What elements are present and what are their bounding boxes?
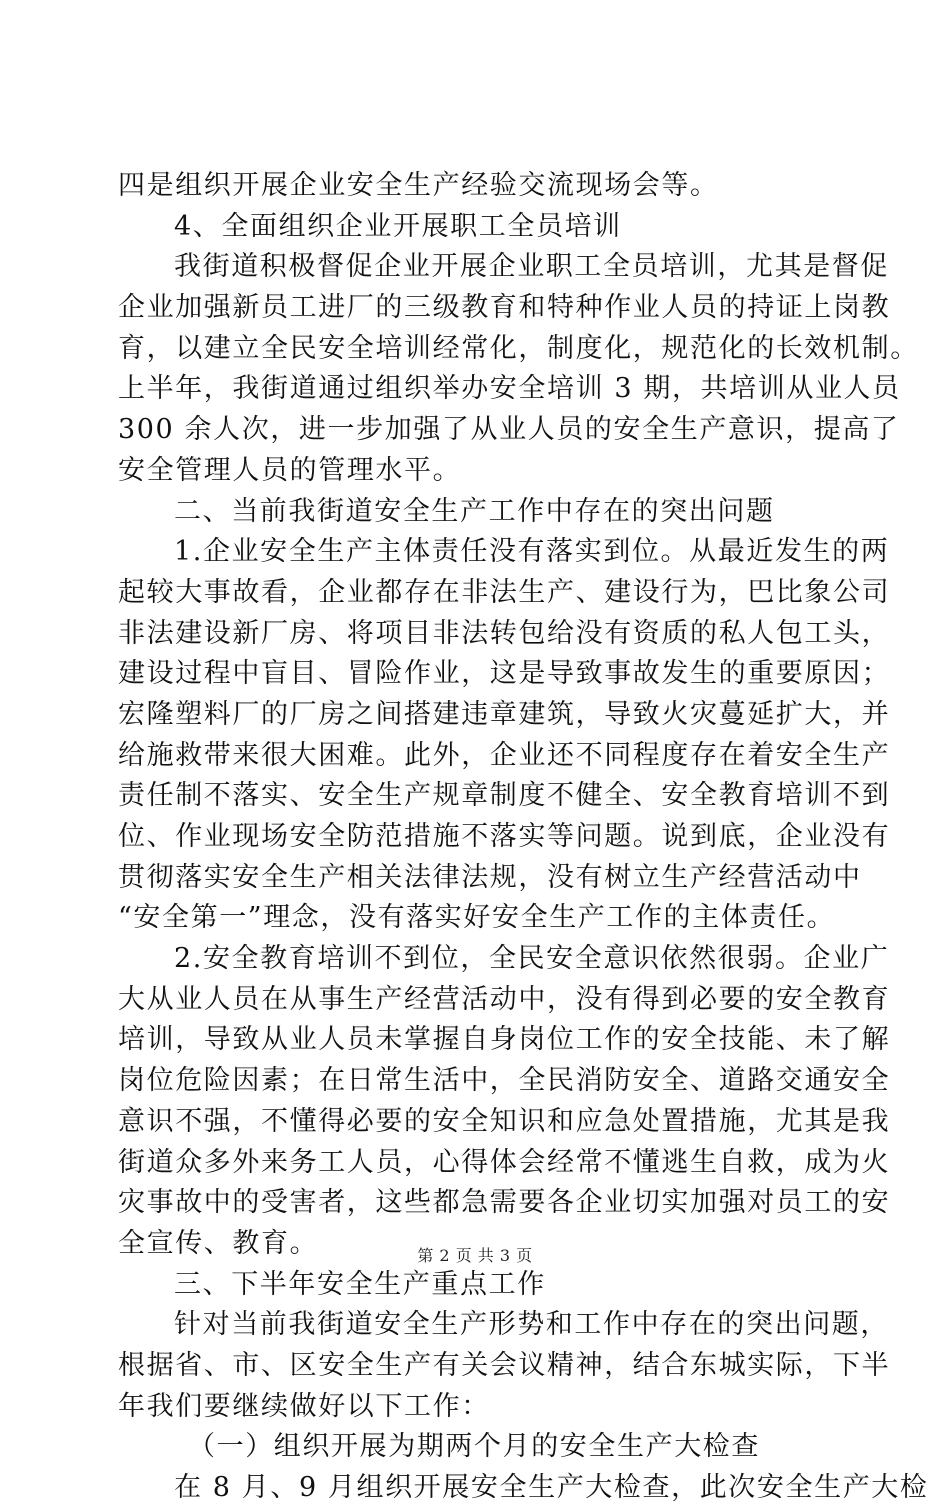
text-line: 岗位危险因素；在日常生活中，全民消防安全、道路交通安全 bbox=[118, 1065, 891, 1097]
section-heading: 4、全面组织企业开展职工全员培训 bbox=[174, 210, 622, 242]
text-line: 根据省、市、区安全生产有关会议精神，结合东城实际，下半 bbox=[118, 1349, 891, 1381]
text-line: 意识不强，不懂得必要的安全知识和应急处置措施，尤其是我 bbox=[118, 1105, 891, 1137]
text-line: 责任制不落实、安全生产规章制度不健全、安全教育培训不到 bbox=[118, 780, 891, 812]
text-line: 位、作业现场安全防范措施不落实等问题。说到底，企业没有 bbox=[118, 821, 891, 852]
page-footer: 第 2 页 共 3 页 bbox=[417, 1246, 533, 1265]
text-line: “安全第一”理念，没有落实好安全生产工作的主体责任。 bbox=[118, 902, 836, 934]
text-line: 给施救带来很大困难。此外，企业还不同程度存在着安全生产 bbox=[118, 739, 891, 771]
subsection-heading: （一）组织开展为期两个月的安全生产大检查 bbox=[188, 1431, 760, 1463]
section-heading: 三、下半年安全生产重点工作 bbox=[174, 1268, 546, 1300]
paragraph-first-line: 在 8 月、9 月组织开展安全生产大检查，此次安全生产大检 bbox=[174, 1472, 929, 1503]
paragraph-first-line: 我街道积极督促企业开展企业职工全员培训，尤其是督促 bbox=[174, 251, 889, 283]
paragraph-first-line: 2.安全教育培训不到位，全民安全意识依然很弱。企业广 bbox=[174, 943, 890, 975]
document-body bbox=[118, 166, 929, 1509]
text-line: 贯彻落实安全生产相关法律法规，没有树立生产经营活动中 bbox=[118, 861, 862, 893]
paragraph-first-line: 1.企业安全生产主体责任没有落实到位。从最近发生的两 bbox=[174, 536, 890, 568]
text-line: 培训，导致从业人员未掌握自身岗位工作的安全技能、未了解 bbox=[118, 1024, 891, 1056]
section-heading: 二、当前我街道安全生产工作中存在的突出问题 bbox=[174, 495, 775, 527]
text-line: 非法建设新厂房、将项目非法转包给没有资质的私人包工头， bbox=[118, 617, 891, 649]
text-line: 街道众多外来务工人员，心得体会经常不懂逃生自救，成为火 bbox=[118, 1146, 891, 1178]
text-line: 四是组织开展企业安全生产经验交流现场会等。 bbox=[118, 170, 719, 201]
text-line: 上半年，我街道通过组织举办安全培训 3 期，共培训从业人员 bbox=[118, 373, 901, 405]
text-line: 年我们要继续做好以下工作： bbox=[118, 1390, 490, 1422]
text-line: 大从业人员在从事生产经营活动中，没有得到必要的安全教育 bbox=[118, 983, 891, 1015]
text-line: 300 余人次，进一步加强了从业人员的安全生产意识，提高了 bbox=[118, 414, 900, 446]
text-line: 建设过程中盲目、冒险作业，这是导致事故发生的重要原因； bbox=[118, 658, 891, 690]
text-line: 企业加强新员工进厂的三级教育和特种作业人员的持证上岗教 bbox=[118, 292, 891, 324]
text-line: 全宣传、教育。 bbox=[118, 1227, 319, 1259]
paragraph-first-line: 针对当前我街道安全生产形势和工作中存在的突出问题， bbox=[174, 1309, 889, 1341]
text-line: 起较大事故看，企业都存在非法生产、建设行为，巴比象公司 bbox=[118, 576, 891, 608]
text-line: 宏隆塑料厂的厂房之间搭建违章建筑，导致火灾蔓延扩大，并 bbox=[118, 698, 891, 730]
text-line: 灾事故中的受害者，这些都急需要各企业切实加强对员工的安 bbox=[118, 1187, 891, 1219]
text-line: 安全管理人员的管理水平。 bbox=[118, 454, 462, 486]
text-line: 育，以建立全民安全培训经常化，制度化，规范化的长效机制。 bbox=[118, 332, 919, 364]
